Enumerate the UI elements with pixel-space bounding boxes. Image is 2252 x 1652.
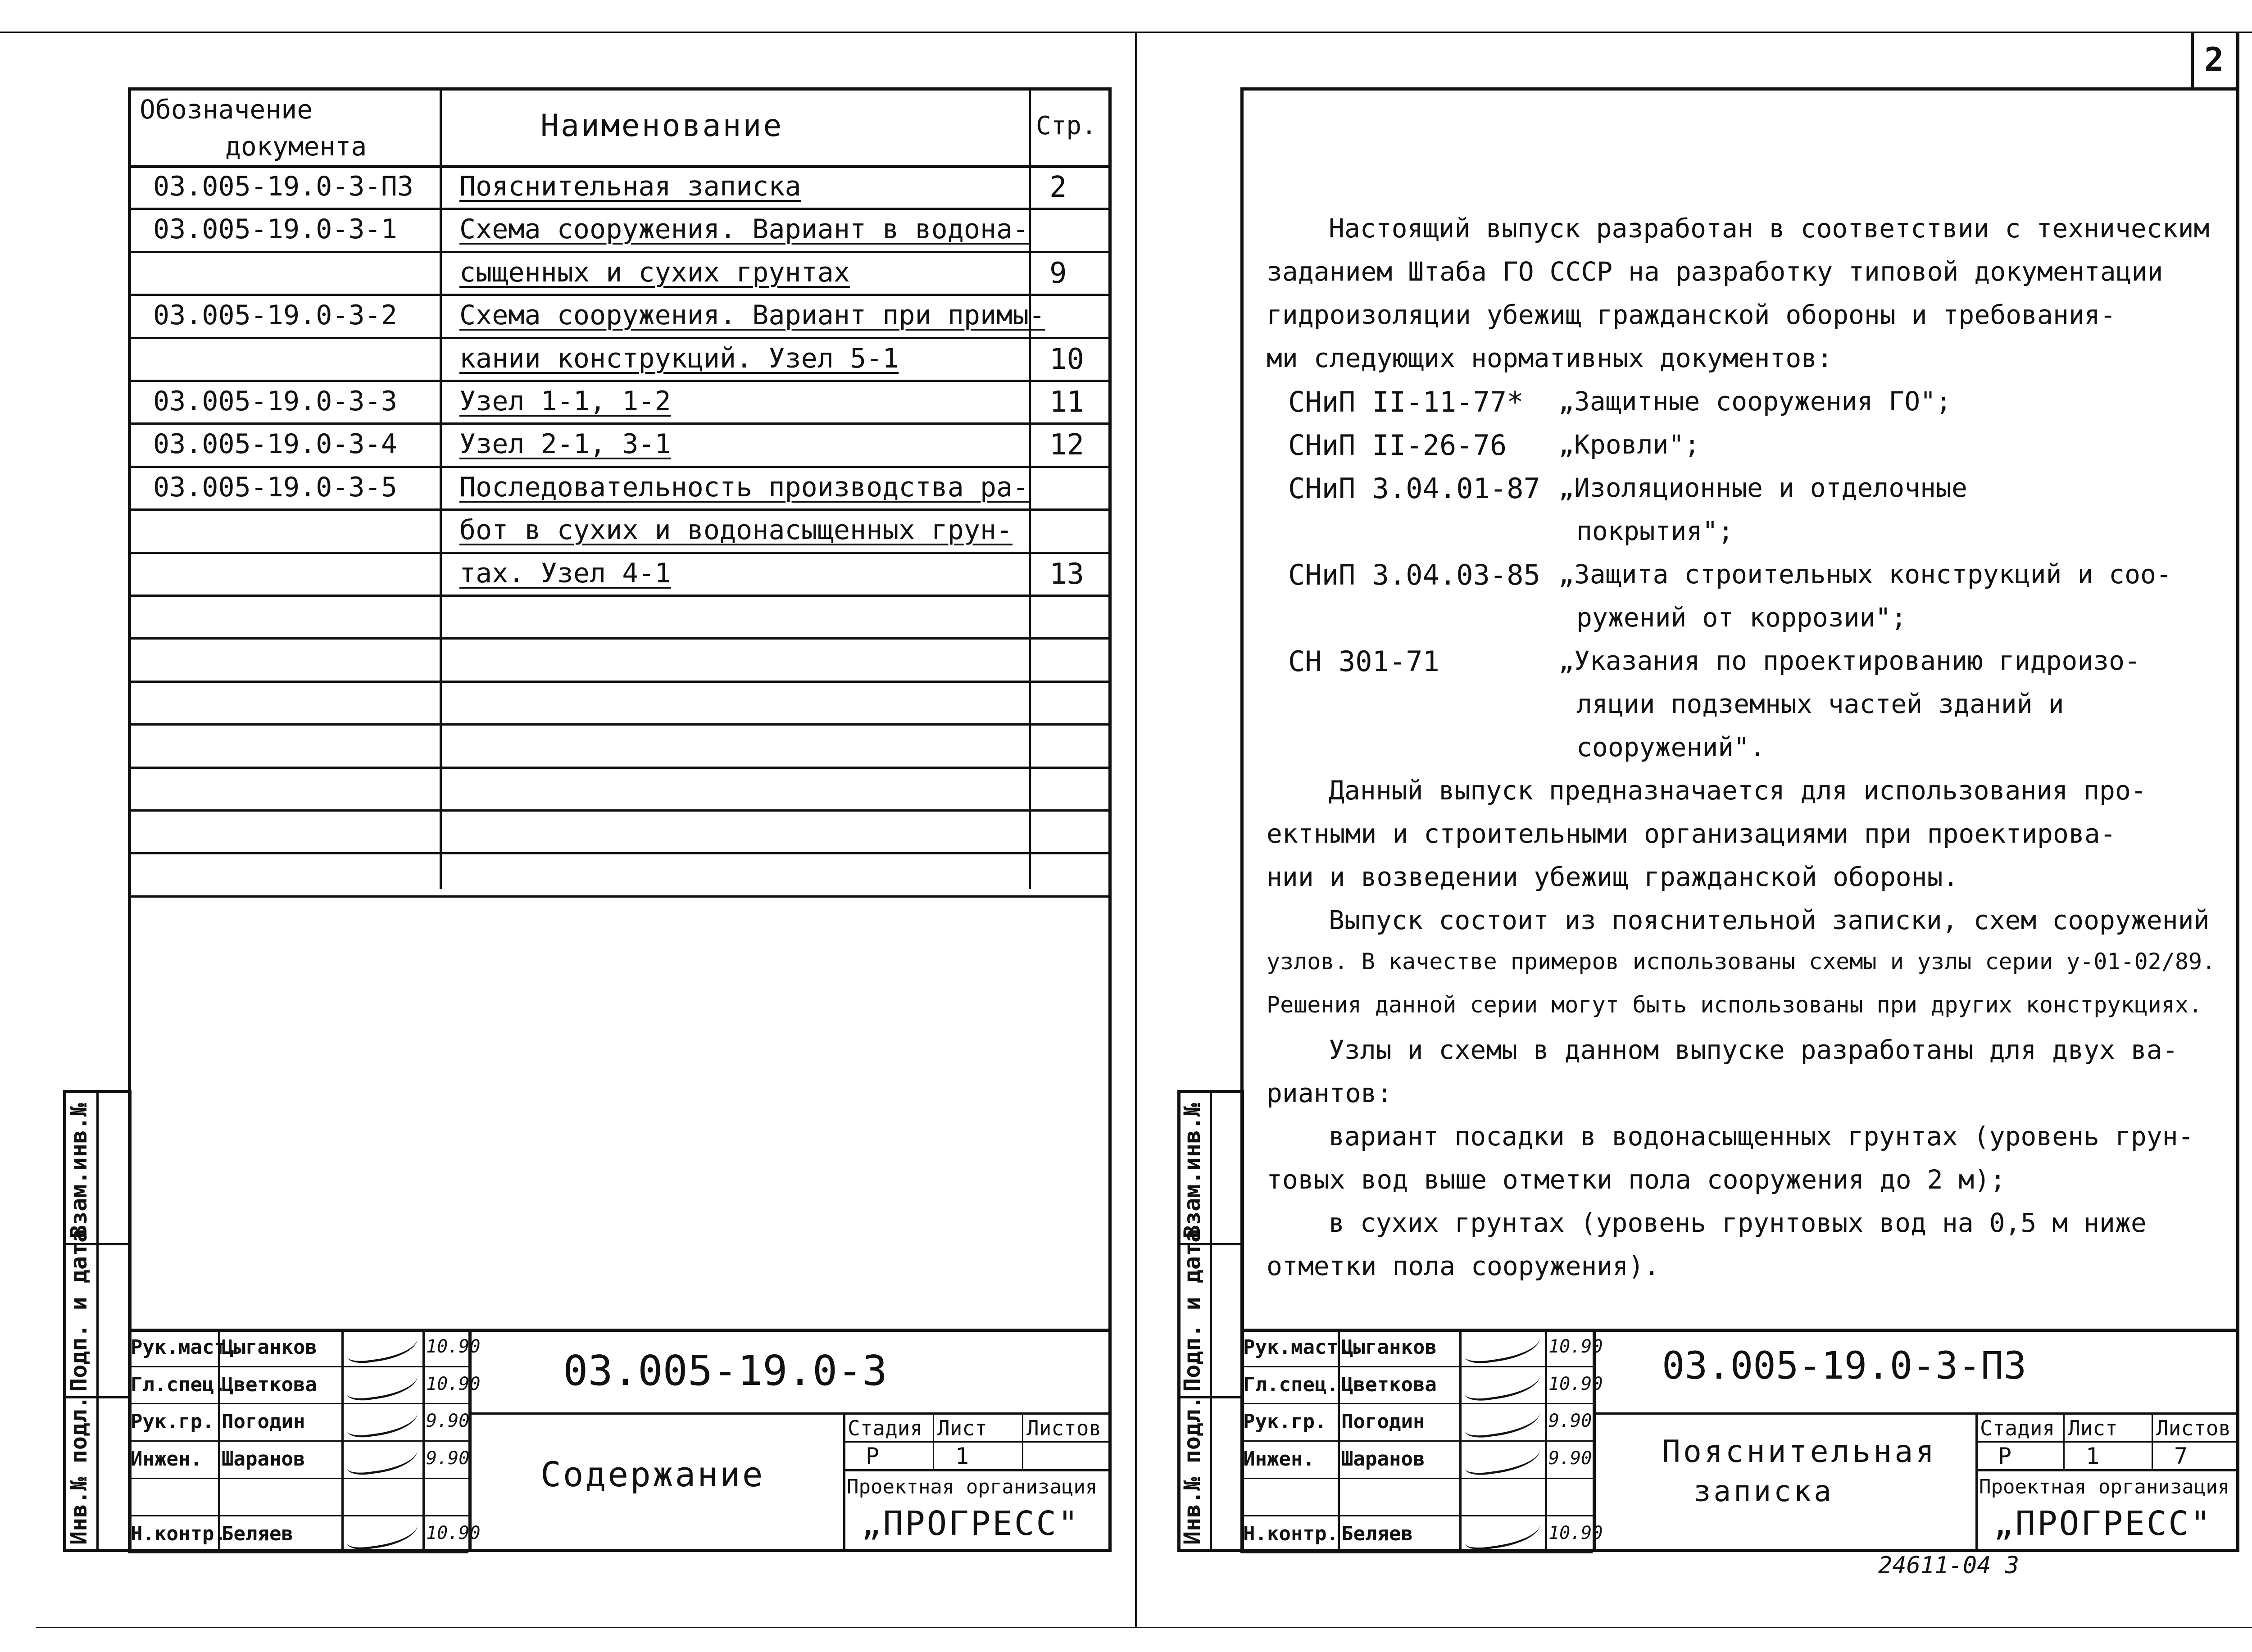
titleblock-name: Шаранов [222,1448,305,1470]
table-row-line [128,508,1112,511]
titleblock-row-line [1240,1366,1593,1367]
titleblock-col-line [341,1329,344,1552]
titleblock-row-line [128,1440,468,1442]
table-row-line [128,208,1112,210]
toc-title: тах. Узел 4-1 [459,558,671,589]
toc-page: 11 [1049,386,1085,419]
norm-title-line: ружений от коррозии"; [1576,602,1907,633]
stage-box-line [843,1441,1112,1443]
titleblock-code-line [1593,1412,2239,1415]
titleblock-role: Гл.спец. [1243,1373,1339,1396]
left-stamp-label-3: Взам.инв.№ [66,1103,92,1239]
toc-code: 03.005-19.0-3-П3 [153,171,413,202]
table-row-line [128,895,1112,898]
note-line: риантов: [1267,1078,1393,1108]
toc-code: 03.005-19.0-3-1 [153,213,397,245]
titleblock-date: 10.90 [426,1374,481,1394]
left-stamp-label-1: Инв.№ подл. [66,1395,92,1545]
stage-value-sheet: 1 [2086,1443,2100,1469]
sheet-number: 2 [2204,41,2224,78]
toc-title: Последовательность производства ра- [459,472,1029,503]
stage-header-sheets-label: Листов [1026,1416,1102,1440]
note-line: гидроизоляции убежищ гражданской обороны и требования- [1267,300,2116,330]
right-stamp-label-3: Взам.инв.№ [1179,1103,1205,1239]
stage-header-sheet-label: Лист [2068,1416,2118,1440]
titleblock-row-line [1240,1403,1593,1404]
note-line: Настоящий выпуск разработан в соответствии с техническим [1329,213,2210,244]
titleblock-main-divider [468,1329,472,1552]
norm-title-line: „Указания по проектированию гидроизо- [1558,645,2141,676]
left-stamp-label-2: Подп. и дата [66,1229,92,1392]
titleblock-role: Рук.маст. [1243,1336,1351,1359]
header-page: Стр. [1036,111,1097,141]
top-edge-line [0,32,2252,33]
norm-code: СНиП 3.04.01-87 [1288,472,1540,505]
titleblock-row-line [128,1515,468,1516]
org-label: Проектная организация [1979,1475,2230,1498]
titleblock-date: 9.90 [426,1448,470,1469]
titleblock-role: Рук.гр. [1243,1410,1327,1433]
table-row-line [128,595,1112,597]
titleblock-name: Погодин [1341,1410,1425,1433]
norm-title-line: „Защита строительных конструкций и соо- [1558,559,2172,590]
header-designation-1: Обозначение [140,94,313,125]
titleblock-col-line [422,1329,425,1552]
toc-code: 03.005-19.0-3-2 [153,300,397,331]
norm-code: СН 301-71 [1288,645,1439,678]
table-row-line [128,337,1112,339]
org-label: Проектная организация [847,1475,1098,1498]
table-row-line [128,681,1112,683]
table-row-line [128,251,1112,253]
stage-value-stage: Р [866,1443,880,1469]
titleblock-row-line [1240,1440,1593,1442]
norm-title-line: ляции подземных частей зданий и [1576,689,2064,719]
toc-title: бот в сухих и водонасыщенных грун- [459,514,1013,546]
toc-title: Схема сооружения. Вариант при примы- [459,300,1045,331]
note-line: узлов. В качестве примеров использованы схемы и узлы серии у-01-02/89. [1267,949,2216,975]
norm-title-line: „Защитные сооружения ГО"; [1558,386,1952,417]
toc-page: 2 [1049,171,1067,204]
titleblock-row-line [1240,1515,1593,1516]
titleblock-name: Погодин [222,1410,305,1433]
titleblock-name: Цыганков [1341,1336,1437,1359]
table-row-line [128,380,1112,382]
archive-number: 24611-04 3 [1878,1552,2020,1579]
titleblock-name: Беляев [1341,1522,1413,1545]
note-line: товых вод выше отметки пола сооружения до 2 м); [1267,1164,2006,1195]
right-doc-code: 03.005-19.0-3-П3 [1662,1343,2027,1388]
titleblock-date: 9.90 [426,1411,470,1431]
titleblock-row-line [1240,1478,1593,1479]
table-row-line [128,723,1112,726]
norm-title-line: „Изоляционные и отделочные [1558,472,1967,503]
right-side-stamp-divider [1210,1090,1212,1552]
titleblock-name: Беляев [222,1522,293,1545]
note-line: Узлы и схемы в данном выпуске разработаны для двух ва- [1329,1035,2178,1065]
stage-header-sheets-label: Листов [2156,1416,2231,1440]
stage-box-bottom [1975,1469,2239,1471]
titleblock-row-line [128,1478,468,1479]
stage-box-col [1022,1412,1023,1469]
titleblock-date: 10.90 [1548,1336,1603,1357]
titleblock-col-line [1545,1329,1547,1552]
toc-title: Пояснительная записка [459,171,801,202]
titleblock-date: 10.90 [1548,1523,1603,1543]
titleblock-date: 10.90 [426,1523,481,1543]
stage-box-col [2063,1412,2065,1469]
table-row-line [128,637,1112,640]
toc-code: 03.005-19.0-3-4 [153,428,397,460]
toc-page: 10 [1049,343,1085,376]
table-row-line [128,422,1112,425]
note-line: заданием Штаба ГО СССР на разработку типовой документации [1267,256,2163,287]
left-side-stamp-divider [96,1090,99,1552]
norm-code: СНиП II-26-76 [1288,429,1507,462]
note-line: ектными и строительными организациями при проектирова- [1267,818,2116,849]
titleblock-role: Н.контр. [131,1522,226,1545]
titleblock-name: Шаранов [1341,1448,1425,1470]
note-line: нии и возведении убежищ гражданской обороны. [1267,862,1959,892]
titleblock-role: Инжен. [131,1448,202,1470]
note-line: Решения данной серии могут быть использованы при других конструкциях. [1267,992,2202,1018]
stage-box-divider [843,1412,845,1552]
titleblock-name: Цветкова [1341,1373,1437,1396]
toc-page: 13 [1049,558,1085,591]
stage-box-bottom [843,1469,1112,1471]
note-line: Данный выпуск предназначается для использования про- [1329,775,2147,806]
table-header-bottom [128,165,1112,168]
titleblock-date: 10.90 [1548,1374,1603,1394]
right-stamp-label-1: Инв.№ подл. [1179,1395,1205,1545]
norm-title-line: „Кровли"; [1558,429,1700,460]
stage-box-divider [1975,1412,1978,1552]
titleblock-date: 9.90 [1548,1448,1592,1469]
titleblock-role: Рук.гр. [131,1410,214,1433]
titleblock-role: Гл.спец. [131,1373,226,1396]
left-doc-code: 03.005-19.0-3 [563,1347,888,1395]
toc-page: 9 [1049,257,1067,290]
table-row-line [128,767,1112,769]
titleblock-col-line [1459,1329,1462,1552]
table-row-line [128,552,1112,554]
toc-code: 03.005-19.0-3-3 [153,386,397,417]
titleblock-col-line [1338,1329,1340,1552]
stage-box-col [2152,1412,2153,1469]
stage-box-col [933,1412,934,1469]
stage-header-stage-label: Стадия [1980,1416,2055,1440]
note-line: Выпуск состоит из пояснительной записки, схем сооружений [1329,905,2210,935]
stage-value-sheets: 7 [2174,1443,2188,1469]
titleblock-main-divider [1593,1329,1596,1552]
titleblock-code-line [468,1412,1112,1415]
titleblock-row-line [128,1366,468,1367]
toc-page: 12 [1049,428,1085,462]
stage-header-sheet-label: Лист [937,1416,987,1440]
header-name: Наименование [540,108,784,144]
norm-code: СНиП 3.04.03-85 [1288,558,1540,591]
header-designation-2: документа [225,131,367,162]
stage-value-stage: Р [1998,1443,2012,1469]
right-doc-title-1: Пояснительная [1662,1434,1937,1470]
stage-header-stage-label: Стадия [848,1416,923,1440]
titleblock-row-line [128,1552,468,1553]
center-fold-line [1135,32,1137,1627]
titleblock-role: Рук.маст. [131,1336,238,1359]
stage-value-sheet: 1 [955,1443,969,1469]
table-row-line [128,466,1112,468]
left-titleblock-top [128,1329,1112,1332]
toc-title: кании конструкций. Узел 5-1 [459,343,899,374]
norm-code: СНиП II-11-77* [1288,386,1524,418]
table-row-line [128,809,1112,812]
note-line: отметки пола сооружения). [1267,1251,1660,1281]
note-line: вариант посадки в водонасыщенных грунтах (уровень грун- [1329,1121,2194,1152]
titleblock-role: Н.контр. [1243,1522,1339,1545]
org-name: „ПРОГРЕСС" [861,1504,1080,1543]
toc-title: Узел 2-1, 3-1 [459,428,671,460]
toc-code: 03.005-19.0-3-5 [153,472,397,503]
titleblock-col-line [218,1329,220,1552]
norm-title-line: покрытия"; [1576,516,1734,546]
titleblock-row-line [1240,1552,1593,1553]
bottom-edge-line [36,1627,2252,1628]
titleblock-name: Цыганков [222,1336,317,1359]
note-line: ми следующих нормативных документов: [1267,343,1833,373]
titleblock-row-line [128,1403,468,1404]
right-doc-title-2: записка [1694,1475,1834,1508]
titleblock-date: 9.90 [1548,1411,1592,1431]
titleblock-role: Инжен. [1243,1448,1315,1470]
titleblock-name: Цветкова [222,1373,317,1396]
titleblock-date: 10.90 [426,1336,481,1357]
norm-title-line: сооружений". [1576,732,1766,762]
toc-title: Узел 1-1, 1-2 [459,386,671,417]
toc-title: сыщенных и сухих грунтах [459,257,850,288]
table-row-line [128,294,1112,296]
table-row-line [128,852,1112,854]
right-titleblock-top [1240,1329,2239,1332]
left-doc-title: Содержание [540,1454,765,1494]
toc-title: Схема сооружения. Вариант в водона- [459,213,1029,245]
org-name: „ПРОГРЕСС" [1993,1504,2212,1543]
note-line: в сухих грунтах (уровень грунтовых вод на 0,5 м ниже [1329,1207,2147,1238]
right-stamp-label-2: Подп. и дата [1179,1229,1205,1392]
stage-box-line [1975,1441,2239,1443]
